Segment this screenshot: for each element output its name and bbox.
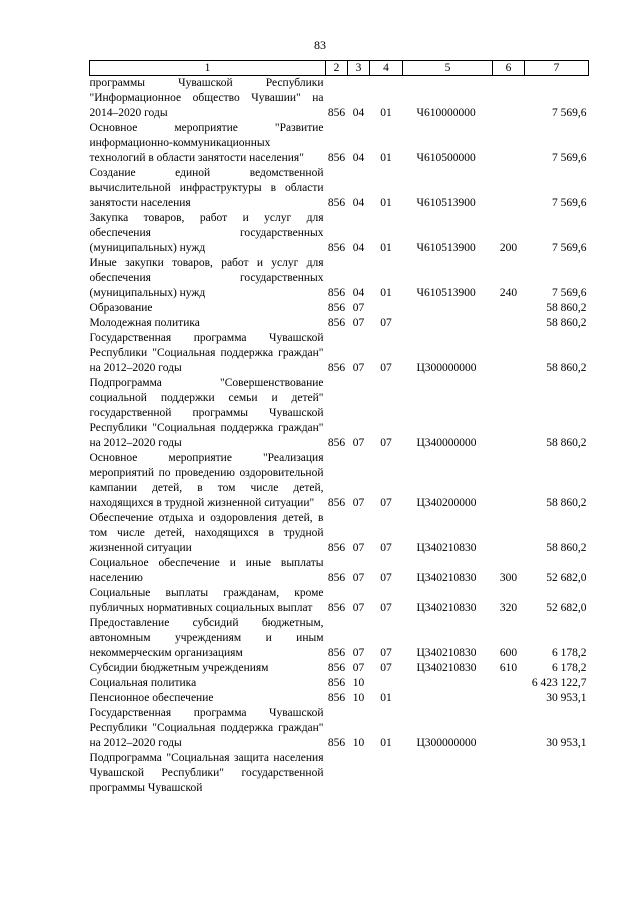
row-target-article: Ц340210830 [416, 662, 477, 674]
row-expense-type [493, 706, 525, 751]
table-row [90, 706, 589, 751]
row-amount: 6 178,2 [552, 647, 587, 659]
table-row [90, 556, 589, 586]
row-amount: 58 860,2 [546, 497, 587, 509]
row-amount: 7 569,6 [552, 242, 587, 254]
row-expense-type [493, 691, 525, 706]
row-expense-type: 320 [499, 602, 518, 614]
table-row [90, 256, 589, 301]
row-expense-type: 300 [499, 572, 518, 584]
row-target-article: Ц340210830 [416, 542, 477, 554]
row-amount: 7 569,6 [552, 197, 587, 209]
row-name: Государственная программа Чувашской Республики "Социальная поддержка граждан" на 2012–2020 годы [89, 707, 324, 749]
row-target-article: Ц340210830 [416, 602, 477, 614]
row-amount: 30 953,1 [546, 737, 587, 749]
budget-table [89, 60, 589, 796]
row-subsection: 07 [380, 437, 392, 449]
header-col-1: 1 [90, 61, 326, 76]
row-section: 07 [352, 437, 365, 449]
row-name: Социальная политика [89, 677, 197, 689]
table-row [90, 586, 589, 616]
row-expense-type: 200 [499, 242, 518, 254]
row-name: Пенсионное обеспечение [89, 692, 214, 704]
row-expense-type [493, 511, 525, 556]
row-target-article: Ч610513900 [416, 242, 476, 254]
row-subsection: 07 [380, 362, 392, 374]
row-ministry-code: 856 [327, 362, 346, 374]
row-target-article [403, 691, 493, 706]
row-target-article: Ч610000000 [416, 107, 476, 119]
row-subsection: 07 [380, 542, 392, 554]
row-target-article: Ц340210830 [416, 572, 477, 584]
row-ministry-code: 856 [327, 572, 346, 584]
row-section: 07 [352, 317, 365, 329]
row-target-article: Ц340210830 [416, 647, 477, 659]
row-section [348, 751, 370, 796]
row-ministry-code: 856 [327, 107, 346, 119]
row-name: Государственная программа Чувашской Республики "Социальная поддержка граждан" на 2012–2020 годы [89, 332, 324, 374]
row-subsection: 01 [380, 152, 392, 164]
row-target-article [403, 316, 493, 331]
row-ministry-code: 856 [327, 662, 346, 674]
row-subsection: 01 [380, 242, 392, 254]
table-row [90, 616, 589, 661]
row-amount: 58 860,2 [546, 302, 587, 314]
row-name: Молодежная политика [89, 317, 200, 329]
row-target-article: Ц340200000 [416, 497, 477, 509]
table-row [90, 661, 589, 676]
row-ministry-code: 856 [327, 197, 346, 209]
header-col-5: 5 [403, 61, 493, 76]
row-expense-type [493, 751, 525, 796]
row-name: Образование [89, 302, 153, 314]
row-name: Закупка товаров, работ и услуг для обеспечения государственных (муниципальных) нужд [89, 212, 324, 254]
row-amount: 58 860,2 [546, 317, 587, 329]
page-number: 83 [314, 38, 326, 52]
row-ministry-code: 856 [327, 602, 346, 614]
row-amount: 7 569,6 [552, 152, 587, 164]
row-name: Субсидии бюджетным учреждениям [89, 662, 269, 674]
header-col-3: 3 [348, 61, 370, 76]
row-section: 04 [352, 152, 365, 164]
row-name: Предоставление субсидий бюджетным, автономным учреждениям и иным некоммерческим организациям [89, 617, 324, 659]
table-row [90, 511, 589, 556]
row-section: 07 [352, 572, 365, 584]
header-col-7: 7 [525, 61, 589, 76]
header-col-4: 4 [370, 61, 403, 76]
row-expense-type [493, 76, 525, 122]
header-col-2: 2 [326, 61, 348, 76]
row-ministry-code: 856 [327, 242, 346, 254]
row-name: Основное мероприятие "Реализация мероприятий по проведению оздоровительной кампании детей, в том числе детей, находящихся в трудной жизненной ситуации" [89, 452, 324, 509]
row-section: 07 [352, 362, 365, 374]
table-row [90, 691, 589, 706]
row-expense-type [493, 676, 525, 691]
row-section: 10 [352, 677, 365, 689]
row-target-article [403, 751, 493, 796]
table-row [90, 751, 589, 796]
row-ministry-code: 856 [327, 692, 346, 704]
row-target-article [403, 301, 493, 316]
row-subsection: 01 [380, 692, 392, 704]
row-amount: 52 682,0 [546, 572, 587, 584]
table-row [90, 676, 589, 691]
row-ministry-code: 856 [327, 437, 346, 449]
row-subsection: 07 [380, 497, 392, 509]
row-expense-type: 240 [499, 287, 518, 299]
row-amount: 30 953,1 [546, 692, 587, 704]
row-ministry-code: 856 [327, 677, 346, 689]
row-expense-type [493, 301, 525, 316]
row-ministry-code: 856 [327, 302, 346, 314]
header-col-6: 6 [493, 61, 525, 76]
row-amount: 7 569,6 [552, 287, 587, 299]
row-expense-type [493, 166, 525, 211]
row-expense-type: 610 [499, 662, 518, 674]
row-subsection [370, 751, 403, 796]
row-section: 07 [352, 647, 365, 659]
row-amount: 7 569,6 [552, 107, 587, 119]
row-name: Подпрограмма "Социальная защита населения Чувашской Республики" государственной программы Чувашской [89, 752, 324, 794]
row-ministry-code: 856 [327, 542, 346, 554]
row-subsection: 07 [380, 317, 392, 329]
row-ministry-code [326, 751, 348, 796]
row-subsection [370, 301, 403, 316]
row-amount: 58 860,2 [546, 437, 587, 449]
table-row [90, 211, 589, 256]
table-row [90, 121, 589, 166]
row-target-article [403, 676, 493, 691]
row-name: Социальные выплаты гражданам, кроме публичных нормативных социальных выплат [89, 587, 324, 614]
row-section: 07 [352, 662, 365, 674]
row-amount: 6 178,2 [552, 662, 587, 674]
row-subsection: 01 [380, 287, 392, 299]
row-section: 04 [352, 197, 365, 209]
row-subsection: 01 [380, 737, 392, 749]
row-expense-type [493, 121, 525, 166]
row-ministry-code: 856 [327, 497, 346, 509]
row-amount [525, 751, 589, 796]
row-subsection: 07 [380, 647, 392, 659]
table-row [90, 331, 589, 376]
row-section: 07 [352, 302, 365, 314]
row-target-article: Ц300000000 [416, 362, 477, 374]
row-section: 10 [352, 737, 365, 749]
row-subsection: 01 [380, 107, 392, 119]
row-amount: 58 860,2 [546, 362, 587, 374]
row-section: 07 [352, 542, 365, 554]
row-ministry-code: 856 [327, 152, 346, 164]
table-row [90, 301, 589, 316]
row-section: 10 [352, 692, 365, 704]
row-name: Обеспечение отдыха и оздоровления детей, в том числе детей, находящихся в трудной жизненной ситуации [89, 512, 324, 554]
row-subsection: 07 [380, 572, 392, 584]
row-expense-type [493, 451, 525, 511]
row-amount: 58 860,2 [546, 542, 587, 554]
row-name: Подпрограмма "Совершенствование социальной поддержки семьи и детей" государственной программы Чувашской Республики "Социальная поддержка граждан" на 2012–2020 годы [89, 377, 324, 449]
row-name: Иные закупки товаров, работ и услуг для обеспечения государственных (муниципальных) нужд [89, 257, 324, 299]
row-amount: 52 682,0 [546, 602, 587, 614]
table-row [90, 316, 589, 331]
row-name: Основное мероприятие "Развитие информационно-коммуникационных технологий в области занятости населения" [89, 122, 324, 164]
row-subsection [370, 676, 403, 691]
row-section: 07 [352, 497, 365, 509]
header-row [90, 61, 589, 76]
row-ministry-code: 856 [327, 287, 346, 299]
row-ministry-code: 856 [327, 647, 346, 659]
row-name: программы Чувашской Республики "Информационное общество Чувашии" на 2014–2020 годы [89, 77, 324, 119]
row-ministry-code: 856 [327, 737, 346, 749]
table-row [90, 376, 589, 451]
table-row [90, 76, 589, 122]
table-row [90, 166, 589, 211]
table-row [90, 451, 589, 511]
row-amount: 6 423 122,7 [531, 677, 587, 689]
row-expense-type [493, 331, 525, 376]
row-target-article: Ц340000000 [416, 437, 477, 449]
row-section: 04 [352, 287, 365, 299]
row-name: Социальное обеспечение и иные выплаты населению [89, 557, 324, 584]
row-subsection: 01 [380, 197, 392, 209]
row-section: 07 [352, 602, 365, 614]
row-section: 04 [352, 107, 365, 119]
row-section: 04 [352, 242, 365, 254]
row-target-article: Ч610500000 [416, 152, 476, 164]
row-ministry-code: 856 [327, 317, 346, 329]
row-target-article: Ч610513900 [416, 287, 476, 299]
row-name: Создание единой ведомственной вычислительной инфраструктуры в области занятости населения [89, 167, 324, 209]
row-expense-type [493, 316, 525, 331]
row-expense-type: 600 [499, 647, 518, 659]
row-target-article: Ц300000000 [416, 737, 477, 749]
row-subsection: 07 [380, 662, 392, 674]
row-target-article: Ч610513900 [416, 197, 476, 209]
row-subsection: 07 [380, 602, 392, 614]
row-expense-type [493, 376, 525, 451]
